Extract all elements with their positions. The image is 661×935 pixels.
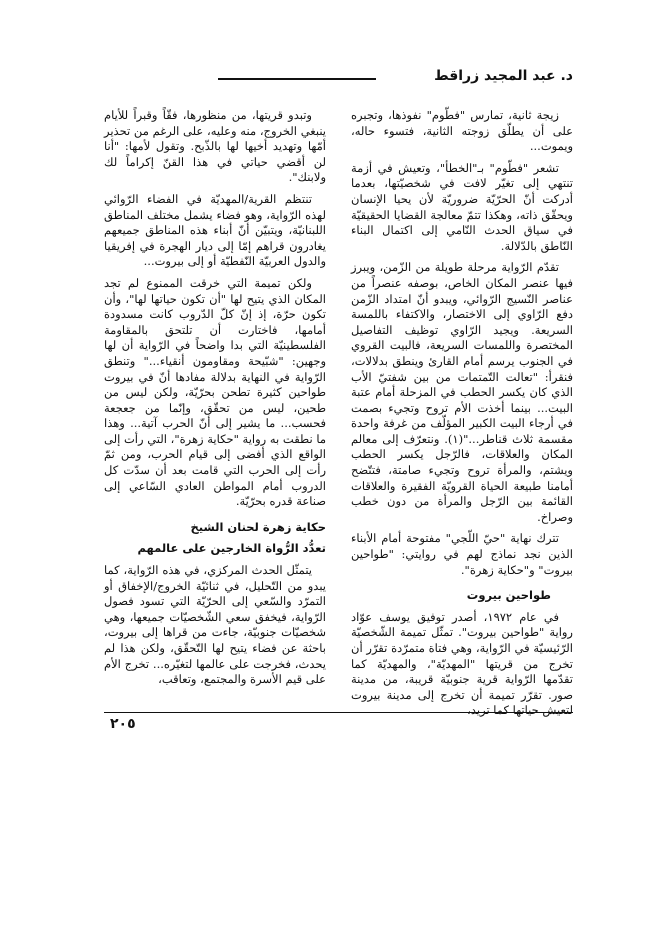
paragraph: تقدّم الرّواية مرحلة طويلة من الزّمن، ويبرز فيها عنصر المكان الخاص، بوصفه عنصراً من عناصر النّسيج الرّوائي، ويبدو أنّ امتداد الزّمن دفع الرّاوي إلى الاختصار، والاكتفاء باللمسة السريعة. ويجيد الرّاوي توظيف التفاصيل المختصرة واللمسات السريعة، فالبيت القروي في الجنوب يرسم أمام القارئ وينطق بدلالات، فنقرأ: "تعالت التّمتمات من بين شفتيّ الأب الذي كان يكسر الحطب في المزحلة أمام عتبة البيت... بينما أخذت الأم تروح وتجيء بصمت في أرجاء البيت الكبير المؤلّف من غرفة واحدة مقسمة ثلاث قناطر..."(١). ونتعرّف إلى معالم المكان والعلاقات، فالرّجل يكسر الحطب ويشتم، والمرأة تروح وتجيء صامتة، فتتّضح أمامنا طبيعة الحياة القرويّة الفقيرة والعلاقات القائمة بين الرّجل والمرأة من دون خطب وصراخ.	[351, 260, 573, 524]
section-heading: حكاية زهرة لحنان الشيخ	[190, 519, 326, 534]
left-column	[104, 108, 326, 690]
footer-rule	[104, 712, 573, 713]
page-number: ٢٠٥	[110, 716, 136, 732]
paragraph: زيجة ثانية، تمارس "فطّوم" نفوذها، وتجبره على أن يطلّق زوجته الثانية، فتسوء حاله، ويموت...	[351, 108, 573, 154]
paragraph: ولكن تميمة التي خرقت الممنوع لم تجد المكان الذي يتيح لها "أن تكون حياتها لها"، وأن تكون حرّة، إذ إنّ كلّ الدّروب كانت مسدودة أمامها، فاختارت أن تلتحق بالمقاومة الفلسطينيّة التي بدا واضحاً في الرّواية أن لها وجهين: "شبّيحة ومقاومون أنقياء..." وتنطق الرّواية في النهاية بدلالة مفادها أنّ في بيروت طواحين كثيرة تطحن بحرّيّة، ولكن ليس من طحين، ليس من تحقّق، وإنّما من جعجعة فحسب... ما يشير إلى أنّ الحرب آتية... وهذا ما نطقت به رواية "حكاية زهرة"، التي رأت إلى الواقع الذي أفضى إلى قيام الحرب، ومن ثمّ رأت إلى الحرب التي قامت بعد أن سدّت كل الدروب أمام المواطن العادي السّاعي إلى صناعة قدره بحرّيّة.	[104, 275, 326, 509]
section-heading: طواحين بيروت	[466, 588, 551, 603]
paragraph: تنتظم القرية/المهديّة في الفضاء الرّوائي لهذه الرّواية، وهو فضاء يشمل مختلف المناطق اللبنانيّة، ويتبيّن أنّ أبناء هذه المناطق جميعهم يغادرون قراهم إمّا إلى ديار الهجرة في إفريقيا والدول العربيّة النّفطيّة أو إلى بيروت...	[104, 191, 326, 269]
paragraph: في عام ١٩٧٢، أصدر توفيق يوسف عوّاد رواية "طواحين بيروت". تمثّل تميمة الشّخصيّة الرّئيسيّة في الرّواية، وهي فتاة متمرّدة تقرّر أن تخرج من قريتها "المهديّة"، والمهديّة كما تقدّمها الرّواية قرية جنوبيّة قريبة، من مدينة صور. تقرّر تميمة أن تخرج إلى مدينة بيروت لتعيش حياتها كما تريد،	[351, 609, 573, 718]
paragraph: تترك نهاية "حيّ اللّجي" مفتوحة أمام الأبناء الذين نجد نماذج لهم في روايتي: "طواحين بيروت" و"حكاية زهرة".	[351, 531, 573, 577]
right-column	[351, 108, 573, 721]
paragraph: وتبدو قريتها، من منظورها، فقّاً وقبراً للأيام ينبغي الخروج، منه وعليه، على الرغم من تحذير أمّها وتهديد أخيها لها بالذّبح. وتقول لأمها: "أنا لن أقضي حياتي في هذا القنّ إكراماً لك ولابنك".	[104, 108, 326, 185]
paragraph: يتمثّل الحدث المركزي، في هذه الرّواية، كما يبدو من التّحليل، في ثنائيّة الخروج/الإخفاق أو التمرّد والسّعي إلى الحرّيّة التي تسود فصول الرّواية، فيخفق سعي الشّخصيّات جميعها، وهي شخصيّات جنوبيّة، جاءت من قراها إلى بيروت، باحثة عن فضاء يتيح لها التّحقّق، ولكن هذا لم يحدث، فخرجت على عالمها لتغيّره... تخرج الأم على قيم الأسرة والمجتمع، وتعاقب،	[104, 563, 326, 687]
section-subheading: تعدُّد الرُّواة الخارجين على عالمهم	[137, 541, 326, 556]
header-rule	[218, 78, 376, 80]
paragraph: تشعر "فطّوم" بـ"الخطأ"، وتعيش في أزمة تنتهي إلى تغيّر لافت في شخصيّتها، بعدما أدركت أنّ الحرّيّة ضروريّة لأن يحيا الإنسان ويحقّق ذاته، وهكذا تتمّ معالجة القضايا الحقيقيّة في سياق الحدث النّامي إلى اكتمال البناء النّاطق بالدّلالة.	[351, 160, 573, 253]
running-header-author: د. عبد المجيد زراقط	[434, 68, 573, 84]
